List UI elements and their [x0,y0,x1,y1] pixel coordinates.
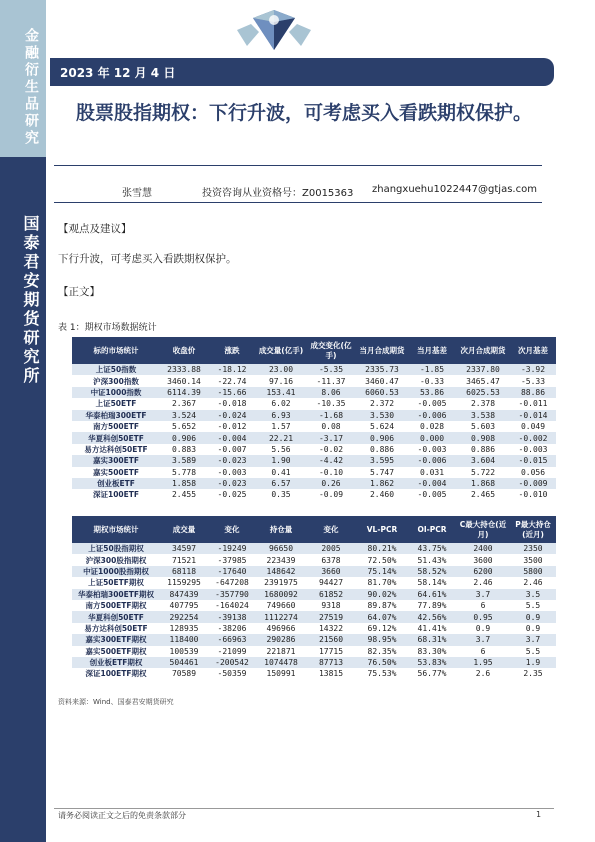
table-cell: 847439 [160,589,208,600]
table-cell: 53.86 [408,387,456,398]
table-cell: 8.06 [306,387,356,398]
table-cell: 71521 [160,554,208,565]
table-cell: 22.21 [256,432,306,443]
table-cell: 82.35% [356,646,408,657]
table-cell: 77.89% [408,600,456,611]
table-row [72,444,556,455]
table-row [72,623,556,634]
sidebar-top-label: 金融衍生品研究 [23,28,39,147]
table-cell: -0.025 [208,489,256,500]
row-label: 深证100ETF期权 [72,668,160,679]
table-header-row [72,337,556,364]
table-cell: -0.005 [408,489,456,500]
table-cell: 87713 [306,657,356,668]
row-label: 深证100ETF [72,489,160,500]
table-cell: -647208 [208,577,256,588]
column-header: 成交变化(亿手) [306,337,356,364]
table-caption: 表 1：期权市场数据统计 [58,323,157,333]
column-header: 当月基差 [408,337,456,364]
table-cell: 3460.14 [160,375,208,386]
table-cell: -0.014 [510,410,556,421]
table-cell: -38206 [208,623,256,634]
table-row [72,478,556,489]
table-cell: 6060.53 [356,387,408,398]
table-cell: -50359 [208,668,256,679]
row-label: 上证50ETF [72,398,160,409]
table-cell: 75.14% [356,566,408,577]
table-cell: 98.95% [356,634,408,645]
table-cell: 0.056 [510,467,556,478]
table-cell: 1680092 [256,589,306,600]
row-label: 创业板ETF [72,478,160,489]
row-label: 嘉实300ETF期权 [72,634,160,645]
table-cell: -0.015 [510,455,556,466]
table-cell: 13815 [306,668,356,679]
table-cell: 0.908 [456,432,510,443]
options-market-table [72,516,556,680]
table-cell: -1.68 [306,410,356,421]
table-cell: -5.33 [510,375,556,386]
row-label: 南方500ETF [72,421,160,432]
table-cell: 53.83% [408,657,456,668]
table-cell: -0.004 [208,432,256,443]
row-label: 嘉实500ETF [72,467,160,478]
table-cell: -0.009 [510,478,556,489]
row-label: 上证50ETF期权 [72,577,160,588]
author-divider [54,202,542,203]
table-cell: 5.778 [160,467,208,478]
row-label: 创业板ETF期权 [72,657,160,668]
table-cell: 100539 [160,646,208,657]
table-cell: 41.41% [408,623,456,634]
column-header: C最大持仓(近月) [456,516,510,543]
row-label: 华泰柏瑞300ETF期权 [72,589,160,600]
report-title: 股票股指期权：下行升波，可考虑买入看跌期权保护。 [75,102,532,124]
table-cell: 153.41 [256,387,306,398]
table-cell: -0.003 [510,444,556,455]
author-email: zhangxuehu1022447@gtjas.com [372,184,537,195]
table-cell: 75.53% [356,668,408,679]
table-row [72,668,556,679]
table-cell: 0.906 [160,432,208,443]
column-header: 变化 [208,516,256,543]
table-cell: 6378 [306,554,356,565]
table-row [72,657,556,668]
footer-disclaimer: 请务必阅读正文之后的免责条款部分 [58,811,186,820]
table-row [72,646,556,657]
table-cell: 58.52% [408,566,456,577]
table-row [72,364,556,375]
table-row [72,600,556,611]
table-cell: 3.595 [356,455,408,466]
row-label: 上证50指数 [72,364,160,375]
table-cell: -0.33 [408,375,456,386]
column-header: P最大持仓(近月) [510,516,556,543]
table-cell: -0.024 [208,410,256,421]
table-cell: -5.35 [306,364,356,375]
table-cell: 5.722 [456,467,510,478]
table-cell: 80.21% [356,543,408,554]
table-cell: -22.74 [208,375,256,386]
table-cell: 1.862 [356,478,408,489]
table-cell: 6025.53 [456,387,510,398]
row-label: 上证50股指期权 [72,543,160,554]
table-cell: -0.003 [208,467,256,478]
table-cell: 88.86 [510,387,556,398]
column-header: VL-PCR [356,516,408,543]
footer-divider [54,808,554,809]
report-date: 2023 年 12 月 4 日 [60,66,176,80]
table-cell: 3465.47 [456,375,510,386]
table-cell: 97.16 [256,375,306,386]
table-cell: 1.95 [456,657,510,668]
table-cell: 94427 [306,577,356,588]
table-cell: 0.9 [510,611,556,622]
table-cell: 2400 [456,543,510,554]
table-cell: 496966 [256,623,306,634]
table-cell: 3500 [510,554,556,565]
table-cell: 0.26 [306,478,356,489]
table-cell: 83.30% [408,646,456,657]
viewpoint-text: 下行升波，可考虑买入看跌期权保护。 [58,253,237,265]
table-row [72,589,556,600]
table-cell: -0.023 [208,455,256,466]
table-cell: -0.006 [408,410,456,421]
row-label: 华泰柏瑞300ETF [72,410,160,421]
table-cell: 5.5 [510,646,556,657]
table-cell: 3600 [456,554,510,565]
table-cell: 0.883 [160,444,208,455]
row-label: 易方达科创50ETF [72,444,160,455]
table-cell: 96650 [256,543,306,554]
table-cell: 3.530 [356,410,408,421]
table-cell: 1.868 [456,478,510,489]
column-header: 收盘价 [160,337,208,364]
table-cell: 2.367 [160,398,208,409]
table-row [72,611,556,622]
table-cell: 6200 [456,566,510,577]
row-label: 沪深300股指期权 [72,554,160,565]
table-cell: 2350 [510,543,556,554]
table-cell: 0.031 [408,467,456,478]
table-header-row [72,516,556,543]
table-cell: 6114.39 [160,387,208,398]
table-cell: 0.41 [256,467,306,478]
table-cell: 2.460 [356,489,408,500]
table-cell: 5.747 [356,467,408,478]
table-cell: -0.018 [208,398,256,409]
table-cell: 64.07% [356,611,408,622]
table-cell: 6.57 [256,478,306,489]
table-cell: 0.35 [256,489,306,500]
table-cell: 148642 [256,566,306,577]
table-cell: -200542 [208,657,256,668]
table-cell: 1074478 [256,657,306,668]
table-cell: 90.02% [356,589,408,600]
column-header: 当月合成期货 [356,337,408,364]
table-cell: 2.6 [456,668,510,679]
table-cell: 56.77% [408,668,456,679]
table-cell: -3.17 [306,432,356,443]
table-cell: 407795 [160,600,208,611]
table-cell: 51.43% [408,554,456,565]
column-header: 成交量(亿手) [256,337,306,364]
table-cell: 2.455 [160,489,208,500]
table-cell: -0.005 [408,398,456,409]
table-cell: 2.378 [456,398,510,409]
table-cell: -0.023 [208,478,256,489]
page-number: 1 [536,810,542,819]
sidebar-bottom-label: 国泰君安期货研究所 [21,215,40,386]
table-cell: -3.92 [510,364,556,375]
table-cell: -164024 [208,600,256,611]
table-cell: 6 [456,600,510,611]
table-cell: 223439 [256,554,306,565]
row-label: 南方500ETF期权 [72,600,160,611]
table-cell: -0.002 [510,432,556,443]
table-cell: 81.70% [356,577,408,588]
table-cell: 9318 [306,600,356,611]
table-cell: 23.00 [256,364,306,375]
column-header: 次月基差 [510,337,556,364]
table-cell: 61852 [306,589,356,600]
author-name: 张雪慧 [122,188,152,199]
table-row [72,375,556,386]
table-cell: 3.589 [160,455,208,466]
table-cell: -15.66 [208,387,256,398]
table-cell: 0.9 [510,623,556,634]
table-cell: 2391975 [256,577,306,588]
table-cell: 150991 [256,668,306,679]
title-divider [54,165,542,166]
main-heading: 【正文】 [58,286,100,298]
table-cell: -0.012 [208,421,256,432]
column-header: 持仓量 [256,516,306,543]
table-cell: 68.31% [408,634,456,645]
table-cell: 2333.88 [160,364,208,375]
column-header: 变化 [306,516,356,543]
table-cell: -357790 [208,589,256,600]
table-cell: 2005 [306,543,356,554]
row-label: 华夏科创50ETF [72,432,160,443]
table-cell: -0.011 [510,398,556,409]
table-cell: -19249 [208,543,256,554]
table-cell: -66963 [208,634,256,645]
table-cell: -0.003 [408,444,456,455]
table-cell: 0.08 [306,421,356,432]
table-row [72,577,556,588]
row-label: 中证1000指数 [72,387,160,398]
table-cell: -39138 [208,611,256,622]
table-cell: 3.524 [160,410,208,421]
table-row [72,554,556,565]
table-cell: 290286 [256,634,306,645]
table-cell: 3.538 [456,410,510,421]
table-cell: 68118 [160,566,208,577]
table-cell: 5.56 [256,444,306,455]
table-cell: 1159295 [160,577,208,588]
table-cell: -21099 [208,646,256,657]
underlying-market-table [72,337,556,501]
table-cell: 0.000 [408,432,456,443]
viewpoint-heading: 【观点及建议】 [58,223,132,235]
table-cell: -11.37 [306,375,356,386]
table-cell: 1.90 [256,455,306,466]
table-cell: 2.372 [356,398,408,409]
table-cell: 5.603 [456,421,510,432]
table-cell: 1.858 [160,478,208,489]
table-cell: -1.85 [408,364,456,375]
table-cell: -17640 [208,566,256,577]
table-cell: 1.9 [510,657,556,668]
table-cell: 34597 [160,543,208,554]
table-row [72,432,556,443]
table-cell: 0.906 [356,432,408,443]
table-cell: 76.50% [356,657,408,668]
table-cell: 6.93 [256,410,306,421]
table-cell: 27519 [306,611,356,622]
row-label: 嘉实300ETF [72,455,160,466]
table-cell: -0.006 [408,455,456,466]
table-cell: 0.886 [356,444,408,455]
table-cell: 64.61% [408,589,456,600]
diamond-logo-icon [233,6,315,52]
table-cell: 6 [456,646,510,657]
table-cell: 2.35 [510,668,556,679]
table-cell: -37985 [208,554,256,565]
table-row [72,387,556,398]
row-label: 沪深300指数 [72,375,160,386]
table-cell: -0.02 [306,444,356,455]
table-cell: 2.465 [456,489,510,500]
table-cell: 70589 [160,668,208,679]
table-cell: 17715 [306,646,356,657]
table-row [72,467,556,478]
table-cell: -18.12 [208,364,256,375]
table-cell: -10.35 [306,398,356,409]
table-cell: 14322 [306,623,356,634]
table-cell: 3.5 [510,589,556,600]
table-cell: 3660 [306,566,356,577]
table-cell: 2335.73 [356,364,408,375]
table-cell: 3.7 [456,589,510,600]
table-cell: 0.049 [510,421,556,432]
table-cell: 3.7 [510,634,556,645]
table-cell: 0.9 [456,623,510,634]
author-qualification: 投资咨询从业资格号：Z0015363 [202,188,354,199]
table-cell: 5.5 [510,600,556,611]
row-label: 华夏科创50ETF [72,611,160,622]
table-row [72,634,556,645]
table-cell: 0.95 [456,611,510,622]
table-cell: 1.57 [256,421,306,432]
table-row [72,489,556,500]
column-header: 次月合成期货 [456,337,510,364]
row-label: 易方达科创50ETF [72,623,160,634]
table-cell: 43.75% [408,543,456,554]
table-row [72,566,556,577]
table-cell: 128935 [160,623,208,634]
table-cell: 69.12% [356,623,408,634]
table-cell: 72.50% [356,554,408,565]
table-cell: 21560 [306,634,356,645]
table-cell: 1112274 [256,611,306,622]
table-cell: 3.604 [456,455,510,466]
table-row [72,421,556,432]
table-cell: 5.652 [160,421,208,432]
table-cell: 118400 [160,634,208,645]
table-cell: 2.46 [510,577,556,588]
table-cell: 2.46 [456,577,510,588]
table-row [72,455,556,466]
column-header: 成交量 [160,516,208,543]
table-row [72,543,556,554]
table-cell: -0.010 [510,489,556,500]
column-header: 标的市场统计 [72,337,160,364]
table-cell: -4.42 [306,455,356,466]
table-cell: 5.624 [356,421,408,432]
table-cell: 0.028 [408,421,456,432]
table-cell: 5800 [510,566,556,577]
table-cell: 3460.47 [356,375,408,386]
table-cell: 504461 [160,657,208,668]
source-note: 资料来源：Wind、国泰君安期货研究 [58,698,174,706]
table-cell: 58.14% [408,577,456,588]
table-cell: -0.004 [408,478,456,489]
table-cell: 749660 [256,600,306,611]
table-cell: 0.886 [456,444,510,455]
row-label: 中证1000股指期权 [72,566,160,577]
table-row [72,410,556,421]
table-cell: 6.02 [256,398,306,409]
row-label: 嘉实500ETF期权 [72,646,160,657]
table-cell: -0.09 [306,489,356,500]
table-cell: 292254 [160,611,208,622]
column-header: 涨跌 [208,337,256,364]
table-cell: 42.56% [408,611,456,622]
table-cell: -0.10 [306,467,356,478]
table-cell: 2337.80 [456,364,510,375]
table-cell: -0.007 [208,444,256,455]
table-cell: 3.7 [456,634,510,645]
column-header: OI-PCR [408,516,456,543]
column-header: 期权市场统计 [72,516,160,543]
table-row [72,398,556,409]
table-cell: 221871 [256,646,306,657]
table-cell: 89.87% [356,600,408,611]
